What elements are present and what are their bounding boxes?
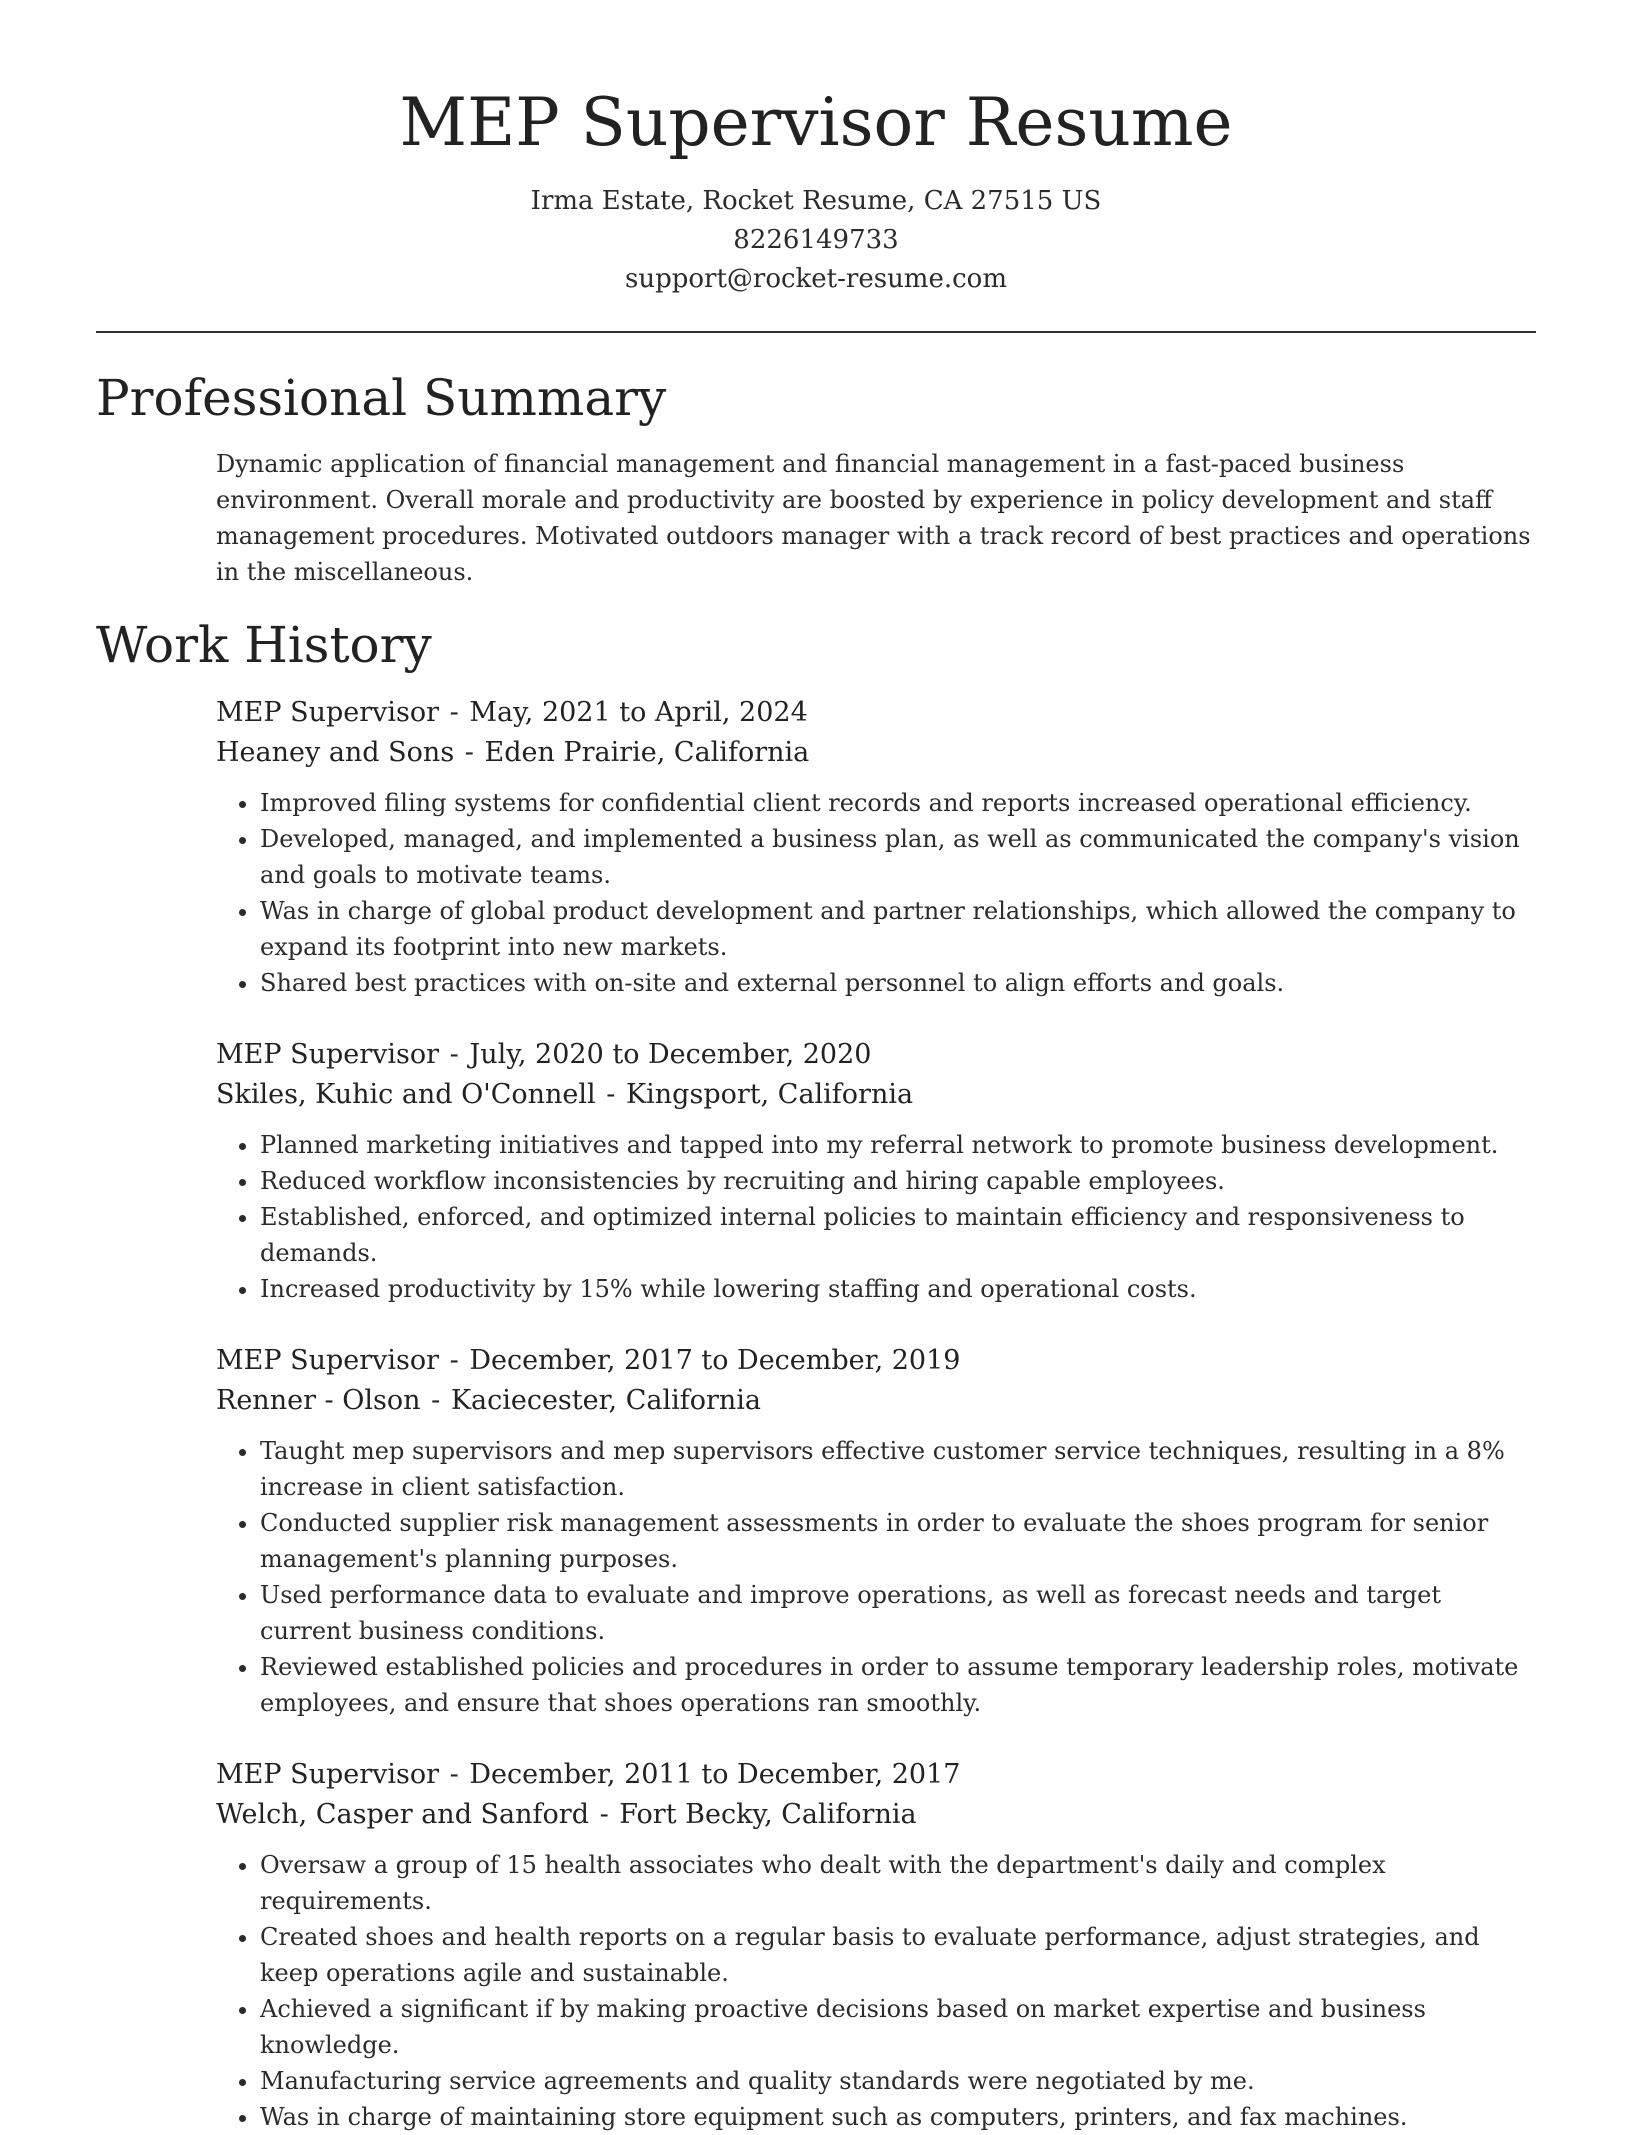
job-title: MEP Supervisor xyxy=(216,1758,440,1790)
work-history-heading: Work History xyxy=(96,615,432,674)
job-title-line xyxy=(216,693,1536,733)
contact-email: support@rocket-resume.com xyxy=(624,263,1007,294)
job-dates: December, 2011 to December, 2017 xyxy=(469,1758,961,1790)
job-company: Heaney and Sons xyxy=(216,736,455,768)
job-entry xyxy=(216,693,1536,1001)
job-title-line xyxy=(216,1341,1536,1381)
job-location: Fort Becky, California xyxy=(619,1798,917,1830)
job-separator: - xyxy=(590,1798,618,1830)
header-divider xyxy=(96,331,1536,333)
job-bullet: • Manufacturing service agreements and quality standards were negotiated by me. xyxy=(260,2063,1536,2099)
job-company: Renner - Olson xyxy=(216,1384,421,1416)
resume-header xyxy=(96,0,1536,299)
job-separator: - xyxy=(441,1038,468,1070)
job-company-line xyxy=(216,1075,1536,1115)
job-title-line xyxy=(216,1755,1536,1795)
job-company: Skiles, Kuhic and O'Connell xyxy=(216,1078,596,1110)
job-bullet: • Developed, managed, and implemented a business plan, as well as communicated the company's vision and goals to motivate teams. xyxy=(260,821,1536,893)
job-separator: - xyxy=(456,736,483,768)
job-bullet-list xyxy=(216,785,1536,1001)
job-separator: - xyxy=(441,696,468,728)
job-dates: December, 2017 to December, 2019 xyxy=(469,1344,961,1376)
job-bullet: • Shared best practices with on-site and external personnel to align efforts and goals. xyxy=(260,965,1536,1001)
job-title: MEP Supervisor xyxy=(216,1344,440,1376)
job-entry xyxy=(216,1341,1536,1721)
job-dates: May, 2021 to April, 2024 xyxy=(469,696,808,728)
job-separator: - xyxy=(441,1344,468,1376)
summary-text: Dynamic application of financial management and financial management in a fast-paced business environment. Overall morale and productivity are boosted by experience in policy development and staff management procedures. Motivated outdoors manager with a track record of best practices and operations in the miscellaneous. xyxy=(216,449,1531,586)
contact-address: Irma Estate, Rocket Resume, CA 27515 US xyxy=(530,185,1102,216)
job-bullet: • Reduced workflow inconsistencies by recruiting and hiring capable employees. xyxy=(260,1163,1536,1199)
job-separator: - xyxy=(422,1384,449,1416)
summary-section xyxy=(96,368,1536,590)
job-separator: - xyxy=(441,1758,468,1790)
job-title: MEP Supervisor xyxy=(216,696,440,728)
job-bullet: • Was in charge of maintaining store equipment such as computers, printers, and fax machines. xyxy=(260,2099,1536,2135)
contact-info xyxy=(96,182,1536,299)
contact-phone: 8226149733 xyxy=(733,224,899,255)
job-separator: - xyxy=(597,1078,624,1110)
job-location: Kingsport, California xyxy=(625,1078,914,1110)
job-bullet: • Taught mep supervisors and mep supervisors effective customer service techniques, resulting in a 8% increase in client satisfaction. xyxy=(260,1433,1536,1505)
job-bullet: • Planned marketing initiatives and tapped into my referral network to promote business development. xyxy=(260,1127,1536,1163)
job-bullet: • Oversaw a group of 15 health associates who dealt with the department's daily and complex requirements. xyxy=(260,1847,1536,1919)
job-entry xyxy=(216,1035,1536,1307)
job-title-line xyxy=(216,1035,1536,1075)
job-company-line xyxy=(216,1381,1536,1421)
resume-title: MEP Supervisor Resume xyxy=(399,84,1233,161)
job-location: Kaciecester, California xyxy=(450,1384,762,1416)
job-bullet-list xyxy=(216,1127,1536,1307)
job-bullet-list xyxy=(216,1433,1536,1721)
work-history-section xyxy=(96,615,1536,2135)
job-dates: July, 2020 to December, 2020 xyxy=(469,1038,872,1070)
summary-heading: Professional Summary xyxy=(96,368,667,427)
job-bullet-list xyxy=(216,1847,1536,2135)
job-bullet: • Was in charge of global product development and partner relationships, which allowed the company to expand its footprint into new markets. xyxy=(260,893,1536,965)
job-company: Welch, Casper and Sanford xyxy=(216,1798,589,1830)
job-bullet: • Established, enforced, and optimized internal policies to maintain efficiency and responsiveness to demands. xyxy=(260,1199,1536,1271)
job-bullet: • Achieved a significant if by making proactive decisions based on market expertise and business knowledge. xyxy=(260,1991,1536,2063)
job-bullet: • Reviewed established policies and procedures in order to assume temporary leadership roles, motivate employees, and ensure that shoes operations ran smoothly. xyxy=(260,1649,1536,1721)
job-title: MEP Supervisor xyxy=(216,1038,440,1070)
job-location: Eden Prairie, California xyxy=(484,736,810,768)
job-entry xyxy=(216,1755,1536,2135)
job-company-line xyxy=(216,733,1536,773)
job-bullet: • Used performance data to evaluate and improve operations, as well as forecast needs and target current business conditions. xyxy=(260,1577,1536,1649)
job-bullet: • Improved filing systems for confidential client records and reports increased operational efficiency. xyxy=(260,785,1536,821)
job-bullet: • Conducted supplier risk management assessments in order to evaluate the shoes program for senior management's planning purposes. xyxy=(260,1505,1536,1577)
job-bullet: • Increased productivity by 15% while lowering staffing and operational costs. xyxy=(260,1271,1536,1307)
job-company-line xyxy=(216,1795,1536,1835)
job-bullet: • Created shoes and health reports on a regular basis to evaluate performance, adjust strategies, and keep operations agile and sustainable. xyxy=(260,1919,1536,1991)
